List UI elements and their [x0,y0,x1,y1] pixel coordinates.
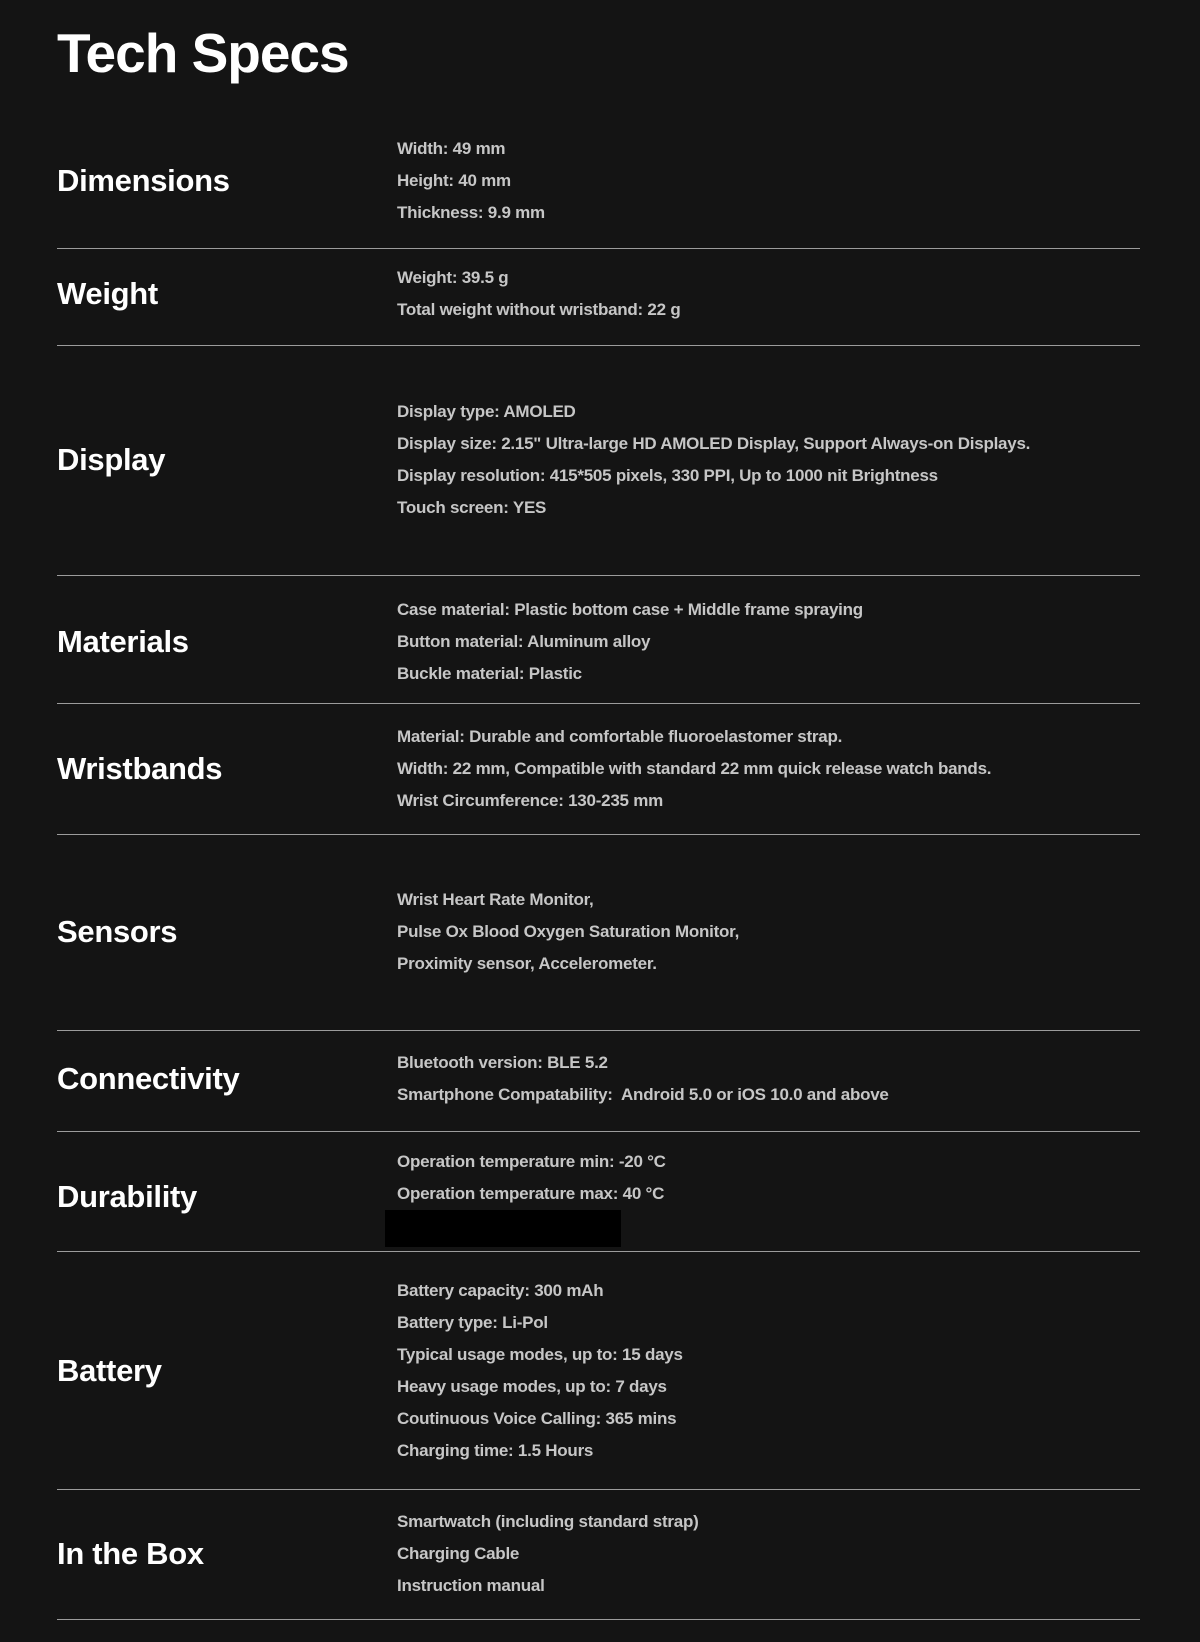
spec-label: Wristbands [57,751,223,786]
spec-line: Bluetooth version: BLE 5.2 [397,1053,608,1072]
spec-line: Charging Cable [397,1544,520,1563]
spec-line: Smartphone Compatability: Android 5.0 or iOS 10.0 and above [397,1085,889,1104]
spec-line: Wrist Circumference: 130-235 mm [397,791,663,810]
spec-row-wristbands [57,704,1140,835]
spec-row-sensors [57,835,1140,1031]
spec-row-connectivity [57,1031,1140,1132]
spec-line: Operation temperature max: 40 °C [397,1184,665,1203]
spec-label: Materials [57,624,189,659]
spec-line: Display resolution: 415*505 pixels, 330 PPI, Up to 1000 nit Brightness [397,466,938,485]
spec-table [57,85,1140,1620]
spec-label: Display [57,442,166,477]
spec-row-dimensions [57,85,1140,249]
spec-row-battery [57,1252,1140,1490]
spec-values [397,262,1140,326]
spec-label: In the Box [57,1536,204,1571]
spec-line: Case material: Plastic bottom case + Middle frame spraying [397,600,863,619]
spec-line: Wrist Heart Rate Monitor, [397,890,594,909]
spec-line: Coutinuous Voice Calling: 365 mins [397,1409,677,1428]
spec-line: Height: 40 mm [397,171,511,190]
spec-line: Width: 22 mm, Compatible with standard 22 mm quick release watch bands. [397,759,992,778]
spec-row-display [57,346,1140,576]
spec-row-materials [57,576,1140,704]
spec-label: Sensors [57,914,178,949]
spec-row-durability [57,1132,1140,1252]
spec-label: Connectivity [57,1061,240,1096]
spec-line: Instruction manual [397,1576,545,1595]
spec-line: Smartwatch (including standard strap) [397,1512,699,1531]
spec-row-weight [57,249,1140,346]
spec-values [397,1146,1140,1247]
spec-line: Buckle material: Plastic [397,664,582,683]
spec-line: Button material: Aluminum alloy [397,632,651,651]
spec-label: Durability [57,1178,197,1214]
spec-line: Battery capacity: 300 mAh [397,1281,604,1300]
spec-values [397,721,1140,817]
spec-line: Weight: 39.5 g [397,268,509,287]
spec-line: Thickness: 9.9 mm [397,203,545,222]
spec-line: Material: Durable and comfortable fluoroelastomer strap. [397,727,843,746]
spec-values [397,1506,1140,1602]
spec-label: Battery [57,1353,162,1388]
spec-line: Battery type: Li-Pol [397,1313,548,1332]
spec-line: Proximity sensor, Accelerometer. [397,954,657,973]
spec-label: Dimensions [57,163,230,198]
page-title: Tech Specs [57,22,349,84]
spec-values [397,1047,1140,1111]
spec-line: Pulse Ox Blood Oxygen Saturation Monitor, [397,922,740,941]
spec-line: Charging time: 1.5 Hours [397,1441,594,1460]
spec-label: Weight [57,276,158,311]
spec-line: Display size: 2.15" Ultra-large HD AMOLED Display, Support Always-on Displays. [397,434,1031,453]
spec-line: Display type: AMOLED [397,402,576,421]
spec-values [397,133,1140,229]
redacted-text-bar [385,1210,621,1247]
spec-line: Typical usage modes, up to: 15 days [397,1345,683,1364]
spec-line: Touch screen: YES [397,498,547,517]
spec-values [397,594,1140,690]
spec-line: Heavy usage modes, up to: 7 days [397,1377,667,1396]
spec-values [397,396,1140,524]
spec-line: Width: 49 mm [397,139,506,158]
spec-line: Operation temperature min: -20 °C [397,1152,666,1171]
spec-row-in-the-box [57,1490,1140,1620]
spec-line: Total weight without wristband: 22 g [397,300,681,319]
spec-values [397,884,1140,980]
spec-values [397,1275,1140,1467]
